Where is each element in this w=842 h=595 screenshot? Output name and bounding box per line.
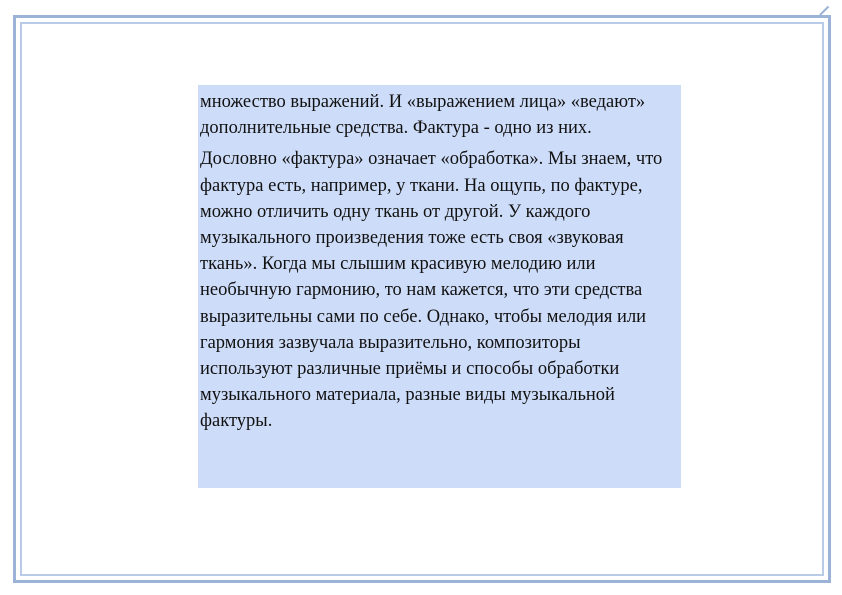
paragraph-texture-definition: Дословно «фактура» означает «обработка». Мы знаем, что фактура есть, например, у ткани. На ощупь, по фактуре, можно отличить одну ткань от другой. У каждого музыкального произведения тоже есть своя «звуковая ткань». Когда мы слышим красивую мелодию или необычную гармонию, то нам кажется, что эти средства выразительны сами по себе. Однако, чтобы мелодия или гармония зазвучала выразительно, композиторы используют различные приёмы и способы обработки музыкального материала, разные виды музыкальной фактуры.	[200, 149, 663, 432]
text-box	[198, 85, 681, 488]
paragraph-intro: множество выражений. И «выражением лица» «ведают» дополнительные средства. Фактура - одно из них.	[200, 92, 646, 139]
